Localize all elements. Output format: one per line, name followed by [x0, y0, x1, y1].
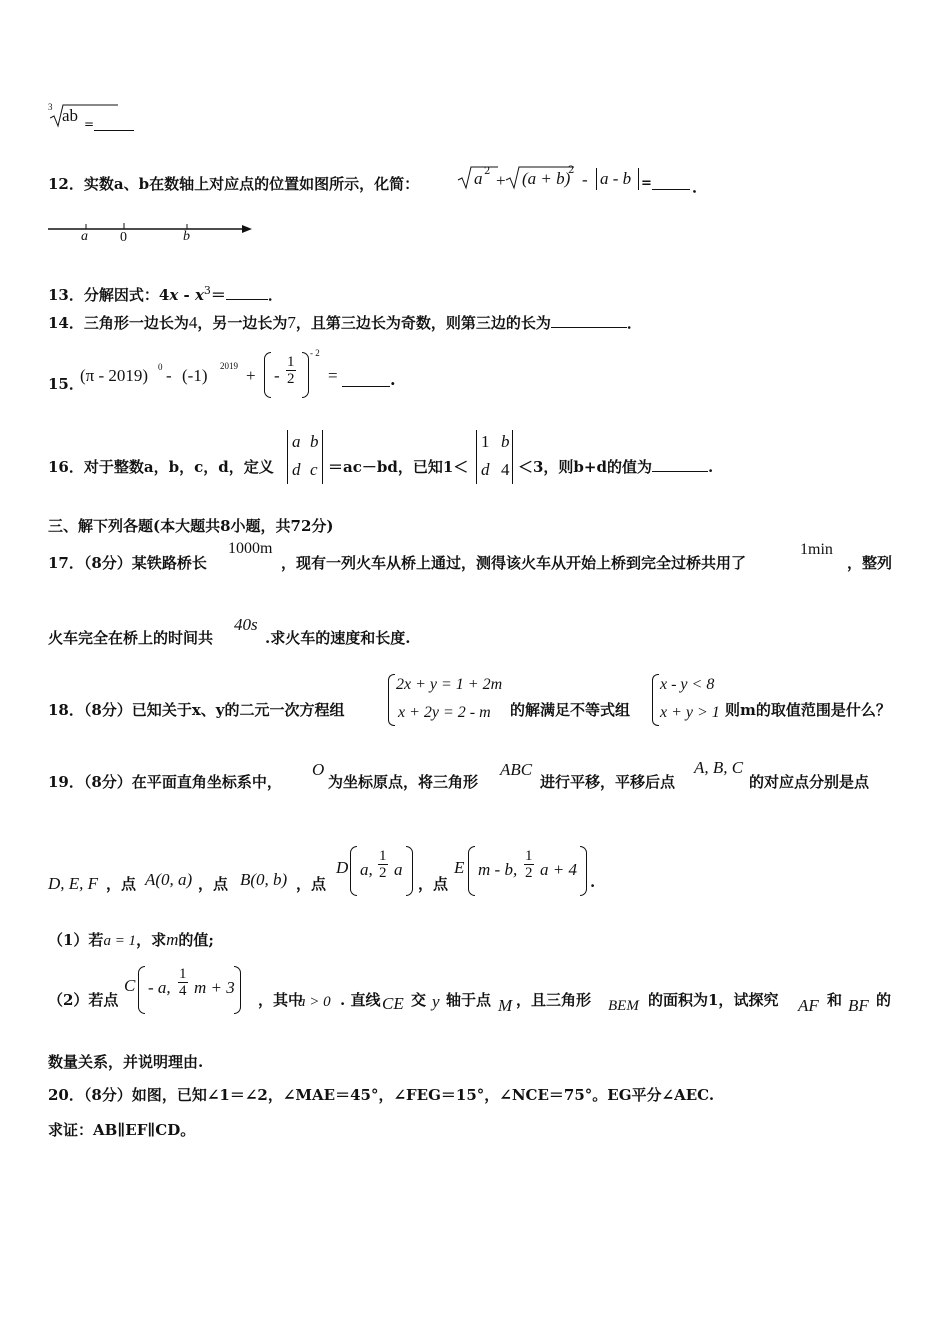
q-text: （8分）某铁路桥长: [83, 554, 207, 572]
answer-blank: [652, 457, 708, 472]
q-number: 20．: [48, 1086, 84, 1104]
q-text: 分解因式：4: [83, 286, 170, 304]
line-CE: CE: [382, 994, 404, 1013]
denominator: 2: [379, 865, 387, 881]
paren-right: [580, 846, 587, 896]
q-text: 和: [827, 991, 843, 1009]
q16-def: ＝ac－bd，已知1＜: [328, 458, 469, 476]
end: ．: [626, 314, 642, 332]
condition: a = 1: [103, 933, 137, 949]
q-text: ，点: [296, 875, 327, 893]
q-number: 15．: [48, 375, 84, 393]
axis-label-0: 0: [120, 230, 127, 245]
denominator: 2: [287, 371, 295, 387]
numerator: 1: [379, 848, 387, 864]
answer-blank: [342, 372, 390, 387]
points-ABC: A, B, C: [694, 758, 744, 777]
coord: - a,: [148, 978, 171, 997]
q-text: ，点: [198, 875, 229, 893]
question-12: [48, 174, 419, 194]
coord: m + 3: [194, 978, 235, 997]
q19-part2-last: 数量关系，并说明理由.: [48, 1053, 204, 1071]
q-text: 对于整数a，b，c，d，定义: [83, 458, 274, 476]
answer-blank: [94, 116, 134, 131]
point-C-expr: [124, 964, 264, 1016]
q18-text3: 则m的取值范围是什么？: [725, 701, 891, 719]
end: .: [707, 458, 714, 476]
q-text: （8分）如图，已知∠1＝∠2，∠MAE＝45°，∠FEG＝15°，∠NCE＝75°。EG平分∠AEC.: [83, 1086, 715, 1104]
q17-text2: ，现有一列火车从桥上通过，测得该火车从开始上桥到完全过桥共用了: [281, 554, 747, 572]
exp: 2019: [220, 361, 238, 371]
q17-text3: ，整列: [847, 554, 893, 572]
triangle-ABC: ABC: [500, 760, 533, 779]
determinant-1: [286, 430, 326, 484]
question-19: [48, 772, 282, 792]
q-number: 19．: [48, 773, 84, 791]
exp: 2: [484, 166, 491, 177]
var-x: x: [194, 286, 204, 304]
question-15-number: [48, 374, 84, 394]
q19-line2: [48, 842, 648, 898]
q17-line2: [48, 628, 213, 648]
exp: - 2: [310, 348, 320, 358]
pi-term: (π - 2019): [80, 366, 149, 385]
q17-line2b: .求火车的速度和长度.: [265, 629, 411, 647]
q-text: ，其中: [258, 991, 304, 1009]
answer-blank: [652, 175, 690, 190]
det-bar-left: [476, 430, 477, 484]
paren-left: [468, 846, 475, 896]
det-entry: b: [310, 432, 319, 451]
q-text: ，点: [418, 875, 449, 893]
val-7: 7: [287, 313, 296, 332]
exp: 3: [203, 284, 211, 297]
q-text: 的: [876, 991, 892, 1009]
inequality-1: x - y < 8: [660, 676, 715, 693]
point-O: O: [312, 760, 325, 779]
segment-BF: BF: [848, 996, 869, 1015]
neg-one: (-1): [182, 366, 208, 385]
bridge-length: 1000m: [228, 540, 273, 557]
q-text: 三角形一边长为: [83, 314, 189, 332]
term-ab: (a + b): [522, 169, 571, 188]
points-DEF: D, E, F: [48, 874, 99, 893]
fraction: [178, 966, 188, 999]
q-text: （2）若点: [48, 991, 119, 1009]
q-number: 18．: [48, 701, 84, 719]
fraction-half: [286, 354, 296, 387]
denominator: 2: [525, 865, 533, 881]
q19-text4: 的对应点分别是点: [749, 773, 870, 791]
abs-content: a - b: [600, 169, 632, 188]
paren-right: [406, 846, 413, 896]
det-entry: c: [310, 460, 318, 479]
numerator: 1: [179, 966, 187, 982]
equation-1: 2x + y = 1 + 2m: [396, 676, 503, 693]
number-line: [46, 218, 256, 246]
q-text-mid: ，另一边长为: [197, 314, 288, 332]
det-entry: d: [481, 460, 490, 479]
paren-left: [264, 352, 271, 398]
inequality-brace: [652, 674, 659, 726]
numerator: 1: [287, 354, 295, 370]
end: .: [390, 370, 396, 389]
det-bar-right: [512, 430, 513, 484]
q-text: 实数a、b在数轴上对应点的位置如图所示，化简：: [83, 175, 420, 193]
fraction: [378, 848, 388, 881]
det-entry: 1: [481, 432, 490, 451]
det-bar-left: [287, 430, 288, 484]
time-40s: 40s: [234, 615, 258, 634]
point-M: M: [498, 996, 513, 1015]
abs-bar-right: [638, 168, 639, 190]
q20-proof: 求证：AB∥EF∥CD。: [48, 1121, 196, 1139]
minus: -: [178, 286, 195, 304]
q-text: ，求: [136, 931, 167, 949]
section-title: 三、解下列各题(本大题共8小题，共72分): [48, 517, 334, 535]
exp: 2: [568, 165, 575, 176]
minus: -: [582, 170, 588, 189]
plus: +: [246, 366, 256, 385]
q-text-tail: ，且第三边长为奇数，则第三边的长为: [295, 314, 551, 332]
q18-text2: 的解满足不等式组: [510, 701, 631, 719]
q-text: （8分）在平面直角坐标系中，: [83, 773, 282, 791]
question-18: [48, 700, 344, 720]
q-text: 的面积为1，试探究: [648, 991, 779, 1009]
det-entry: d: [292, 460, 301, 479]
term-a: a: [474, 169, 483, 188]
q16-tail: [518, 457, 713, 477]
question-20: [48, 1085, 714, 1105]
det-bar-right: [322, 430, 323, 484]
end: ．: [267, 286, 283, 304]
coord: a,: [360, 860, 373, 879]
q-number: 12．: [48, 175, 84, 193]
paren-left: [138, 966, 145, 1014]
answer-blank: [226, 285, 268, 300]
exp: 0: [158, 362, 163, 372]
coord: a + 4: [540, 860, 577, 879]
paren-right: [234, 966, 241, 1014]
val-4: 4: [188, 313, 198, 332]
minus: -: [166, 366, 172, 385]
q12-expression: [456, 162, 709, 196]
q-text: ，且三角形: [516, 991, 592, 1009]
abs-bar-left: [596, 168, 597, 190]
q12-eq: =: [641, 176, 652, 191]
var-y: y: [432, 992, 440, 1011]
det-entry: a: [292, 432, 301, 451]
eq: ＝: [210, 286, 226, 304]
q-text: 的值;: [178, 931, 214, 949]
q11-answer-line: [48, 100, 148, 136]
q19-part2: [48, 990, 118, 1010]
triangle-BEM: BEM: [608, 998, 639, 1014]
q19-part2-tail: [258, 986, 908, 1020]
axis-label-a: a: [81, 229, 88, 244]
point-A: A(0, a): [145, 870, 193, 889]
point-C: C: [124, 976, 136, 995]
q11-eq: =: [84, 117, 95, 131]
q-text: （1）若: [48, 931, 104, 949]
point-E: E: [454, 858, 465, 877]
var-m: m: [166, 930, 179, 949]
q-text: （8分）已知关于x、y的二元一次方程组: [83, 701, 345, 719]
q-text: 交: [411, 991, 427, 1009]
paren-left: [350, 846, 357, 896]
paren-right: [302, 352, 309, 398]
q-text-tail: ＜3，则b+d的值为: [518, 458, 652, 476]
q19-part1: [48, 930, 214, 951]
axis-label-b: b: [183, 229, 190, 244]
radicand: ab: [62, 106, 79, 125]
denominator: 4: [179, 983, 187, 999]
q-text: ，点: [106, 875, 137, 893]
inequality-2: x + y > 1: [660, 704, 720, 721]
numerator: 1: [525, 848, 533, 864]
q-text: 轴于点: [446, 991, 492, 1009]
equation-2: x + 2y = 2 - m: [398, 704, 491, 721]
segment-AF: AF: [798, 996, 819, 1015]
det-entry: 4: [501, 460, 510, 479]
q-number: 17．: [48, 554, 84, 572]
fraction: [524, 848, 534, 881]
determinant-2: [475, 430, 515, 484]
question-13: [48, 281, 283, 305]
question-16: [48, 457, 274, 477]
q12-end: ．: [692, 177, 709, 196]
q-text: 火车完全在桥上的时间共: [48, 629, 214, 647]
q15-expression: [80, 348, 410, 400]
q-number: 13．: [48, 286, 84, 304]
q-number: 16．: [48, 458, 84, 476]
system-brace: [388, 674, 395, 726]
question-14: [48, 313, 642, 333]
condition: a > 0: [298, 994, 331, 1010]
coord: m - b,: [478, 860, 518, 879]
radical-index: 3: [48, 102, 53, 112]
var-x: x: [169, 286, 179, 304]
neg: -: [274, 366, 280, 385]
point-D: D: [336, 858, 349, 877]
q19-text2: 为坐标原点，将三角形: [328, 773, 479, 791]
time-1min: 1min: [800, 541, 833, 558]
q-text: . 直线: [340, 991, 381, 1009]
plus: +: [496, 171, 506, 190]
coord: a: [394, 860, 403, 879]
question-17: [48, 553, 207, 573]
q-text: .: [590, 873, 596, 891]
det-entry: b: [501, 432, 510, 451]
point-B: B(0, b): [240, 870, 288, 889]
answer-blank: [551, 313, 627, 328]
q19-text3: 进行平移，平移后点: [540, 773, 676, 791]
q-number: 14．: [48, 314, 84, 332]
eq: =: [328, 366, 338, 385]
